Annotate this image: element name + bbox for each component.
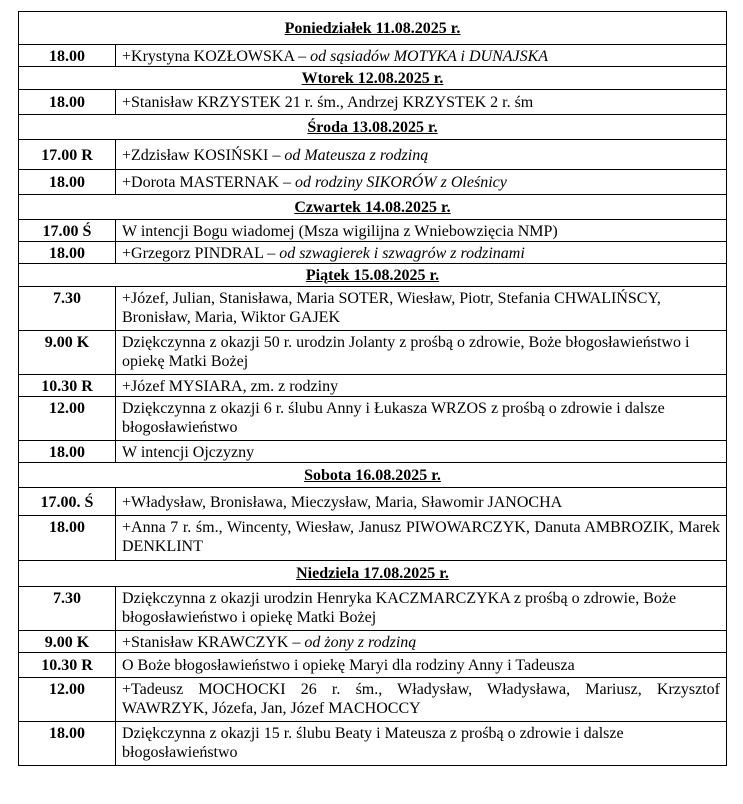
intention-offering-note: od rodziny SIKORÓW z Oleśnicy: [295, 174, 507, 191]
mass-time: 10.30 R: [19, 653, 116, 678]
mass-time: 7.30: [19, 587, 116, 631]
intention-text: W intencji Ojczyzny: [122, 444, 255, 461]
intention-text: W intencji Bogu wiadomej (Msza wigilijna z Wniebowzięcia NMP): [122, 223, 558, 240]
mass-row: [19, 331, 727, 375]
day-header-row: [19, 561, 727, 587]
mass-intention: [116, 220, 727, 242]
mass-intention: [116, 678, 727, 722]
intention-text: +Tadeusz MOCHOCKI 26 r. śm., Władysław, Władysława, Mariusz, Krzysztof WAWRZYK, Józefa, Jan, Józef MACHOCCY: [122, 681, 720, 717]
intention-text: Dziękczynna z okazji 15 r. ślubu Beaty i Mateusza z prośbą o zdrowie i dalsze błogosławieństwo: [122, 725, 624, 761]
day-header-row: [19, 67, 727, 90]
mass-row: [19, 441, 727, 463]
mass-time: 18.00: [19, 722, 116, 766]
mass-row: [19, 516, 727, 561]
day-header: Piątek 15.08.2025 r.: [19, 264, 727, 287]
mass-row: [19, 170, 727, 195]
mass-intention: [116, 631, 727, 653]
mass-row: [19, 140, 727, 170]
mass-intention: [116, 516, 727, 561]
intention-text: +Stanisław KRAWCZYK –: [122, 634, 305, 651]
mass-intention: [116, 90, 727, 115]
intention-text: +Józef MYSIARA, zm. z rodziny: [122, 378, 339, 395]
mass-time: 7.30: [19, 287, 116, 331]
mass-intention: [116, 287, 727, 331]
mass-intention: [116, 331, 727, 375]
day-header: Sobota 16.08.2025 r.: [19, 463, 727, 488]
mass-row: [19, 397, 727, 441]
mass-row: [19, 45, 727, 67]
mass-time: 18.00: [19, 170, 116, 195]
mass-intention: [116, 170, 727, 195]
mass-intention: [116, 587, 727, 631]
mass-time: 17.00 Ś: [19, 220, 116, 242]
mass-row: [19, 90, 727, 115]
mass-time: 18.00: [19, 242, 116, 264]
intention-offering-note: od sąsiadów MOTYKA i DUNAJSKA: [310, 48, 549, 65]
mass-intention: [116, 441, 727, 463]
mass-intention: [116, 45, 727, 67]
mass-row: [19, 220, 727, 242]
intention-text: +Władysław, Bronisława, Mieczysław, Maria, Sławomir JANOCHA: [122, 494, 563, 511]
mass-row: [19, 488, 727, 516]
mass-intentions-table: [18, 11, 727, 766]
mass-time: 17.00. Ś: [19, 488, 116, 516]
mass-time: 9.00 K: [19, 631, 116, 653]
mass-intention: [116, 140, 727, 170]
mass-row: [19, 375, 727, 397]
day-header: Niedziela 17.08.2025 r.: [19, 561, 727, 587]
intention-text: Dziękczynna z okazji urodzin Henryka KACZMARCZYKA z prośbą o zdrowie, Boże błogosławieństwo i opiekę Matki Bożej: [122, 590, 677, 626]
mass-intention: [116, 722, 727, 766]
mass-time: 18.00: [19, 441, 116, 463]
mass-intention: [116, 375, 727, 397]
intention-text: +Grzegorz PINDRAL –: [122, 245, 280, 262]
mass-row: [19, 287, 727, 331]
intention-text: +Stanisław KRZYSTEK 21 r. śm., Andrzej KRZYSTEK 2 r. śm: [122, 94, 534, 111]
mass-row: [19, 587, 727, 631]
mass-row: [19, 631, 727, 653]
intention-offering-note: od żony z rodziną: [304, 634, 417, 651]
intention-text: +Krystyna KOZŁOWSKA –: [122, 48, 311, 65]
mass-intention: [116, 653, 727, 678]
day-header: Wtorek 12.08.2025 r.: [19, 67, 727, 90]
mass-row: [19, 722, 727, 766]
day-header-row: [19, 115, 727, 140]
mass-time: 12.00: [19, 397, 116, 441]
intention-text: Dziękczynna z okazji 6 r. ślubu Anny i Łukasza WRZOS z prośbą o zdrowie i dalsze błogosławieństwo: [122, 400, 665, 436]
mass-time: 18.00: [19, 45, 116, 67]
mass-time: 10.30 R: [19, 375, 116, 397]
day-header-row: [19, 264, 727, 287]
mass-row: [19, 653, 727, 678]
day-header-row: [19, 195, 727, 220]
intention-text: +Zdzisław KOSIŃSKI –: [122, 147, 285, 164]
mass-time: 18.00: [19, 90, 116, 115]
mass-row: [19, 678, 727, 722]
mass-intention: [116, 242, 727, 264]
intention-offering-note: od szwagierek i szwagrów z rodzinami: [279, 245, 525, 262]
intention-text: +Dorota MASTERNAK –: [122, 174, 296, 191]
intention-text: Dziękczynna z okazji 50 r. urodzin Jolanty z prośbą o zdrowie, Boże błogosławieństwo i opiekę Matki Bożej: [122, 334, 690, 370]
mass-time: 9.00 K: [19, 331, 116, 375]
mass-time: 17.00 R: [19, 140, 116, 170]
intention-text: O Boże błogosławieństwo i opiekę Maryi dla rodziny Anny i Tadeusza: [122, 657, 575, 674]
mass-time: 12.00: [19, 678, 116, 722]
day-header: Poniedziałek 11.08.2025 r.: [19, 12, 727, 45]
mass-intention: [116, 488, 727, 516]
intention-text: +Józef, Julian, Stanisława, Maria SOTER, Wiesław, Piotr, Stefania CHWALIŃSCY, Bronisław, Maria, Wiktor GAJEK: [122, 290, 661, 326]
intention-offering-note: od Mateusza z rodziną: [284, 147, 429, 164]
mass-time: 18.00: [19, 516, 116, 561]
intention-text: +Anna 7 r. śm., Wincenty, Wiesław, Janusz PIWOWARCZYK, Danuta AMBROZIK, Marek DENKLINT: [122, 519, 720, 555]
day-header: Środa 13.08.2025 r.: [19, 115, 727, 140]
mass-row: [19, 242, 727, 264]
day-header: Czwartek 14.08.2025 r.: [19, 195, 727, 220]
day-header-row: [19, 463, 727, 488]
mass-intention: [116, 397, 727, 441]
day-header-row: [19, 12, 727, 45]
